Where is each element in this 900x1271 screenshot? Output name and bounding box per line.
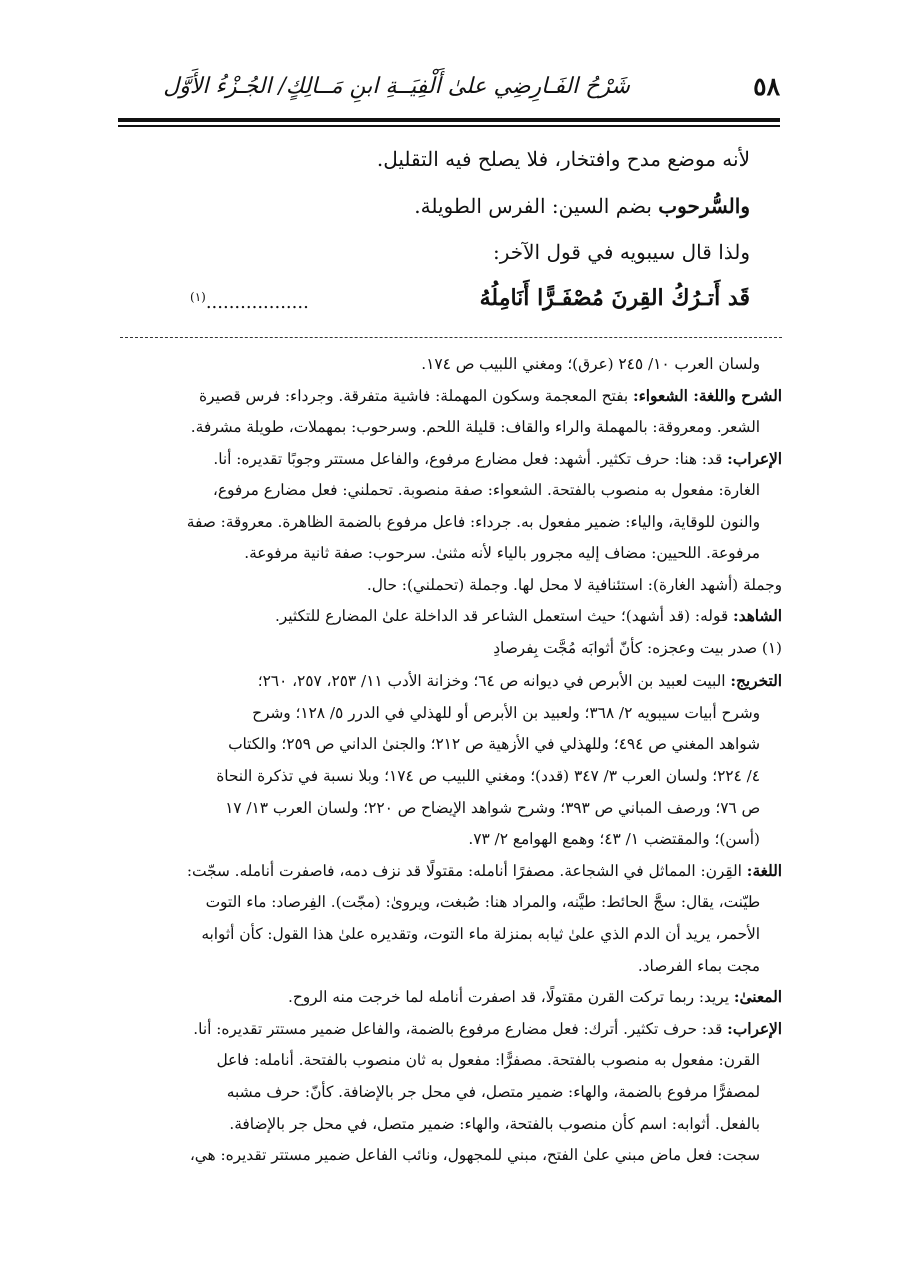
footnote-line: وشرح أبيات سيبويه ٢/ ٣٦٨؛ ولعبيد بن الأبرص أو للهذلي في الدرر ٥/ ١٢٨؛ وشرح — [252, 704, 760, 722]
label-mana: المعنىٰ: — [733, 988, 782, 1006]
main-line-2-rest: بضم السين: الفرس الطويلة. — [414, 194, 659, 218]
verse-dots — [190, 290, 309, 313]
label-takhrij: التخريج: — [730, 672, 782, 690]
footnote-text: قد: حرف تكثير. أترك: فعل مضارع مرفوع بالضمة، والفاعل ضمير مستتر تقديره: أنا. — [193, 1020, 728, 1038]
footnote-line: شواهد المغني ص ٤٩٤؛ وللهذلي في الأزهية ص ٢١٢؛ والجنىٰ الداني ص ٢٥٩؛ والكتاب — [228, 735, 760, 753]
footnote-line: وجملة (أشهد الغارة): استئنافية لا محل لها. وجملة (تحملني): حال. — [366, 576, 782, 594]
footnote-text: قوله: (قد أشهد)؛ حيث استعمل الشاعر قد الداخلة علىٰ المضارع للتكثير. — [274, 607, 734, 625]
footnote-line: الشعر. ومعروقة: بالمهملة والراء والقاف: قليلة اللحم. وسرحوب: بمهملات، طويلة مشرفة. — [190, 418, 760, 436]
footnote-line: سجت: فعل ماض مبني علىٰ الفتح، مبني للمجهول، ونائب الفاعل ضمير مستتر تقديره: هي، — [189, 1146, 760, 1164]
footnote-text: البيت لعبيد بن الأبرص في ديوانه ص ٦٤؛ وخزانة الأدب ١١/ ٢٥٣، ٢٥٧، ٢٦٠؛ — [257, 672, 731, 690]
verse-line: قَد أَتـرُكُ القِرنَ مُصْفَـرًّا أَنَامِلُهُ — [479, 285, 750, 311]
footnote-marker: (١) — [190, 290, 206, 304]
footnote-line: القرن: مفعول به منصوب بالفتحة. مصفرًّا: مفعول به ثان منصوب بالفتحة. أنامله: فاعل — [216, 1051, 760, 1069]
footnote-text: بفتح المعجمة وسكون المهملة: فاشية متفرقة. وجرداء: فرس قصيرة — [199, 387, 633, 405]
main-line-3: ولذا قال سيبويه في قول الآخر: — [493, 240, 750, 264]
footnote-line — [199, 387, 782, 405]
footnote-line: ٤/ ٢٢٤؛ ولسان العرب ٣/ ٣٤٧ (قدد)؛ ومغني اللبيب ص ١٧٤؛ وبلا نسبة في تذكرة النحاة — [216, 767, 760, 785]
footnote-line: مرفوعة. اللحيين: مضاف إليه مجرور بالياء لأنه مثنىٰ. سرحوب: صفة ثانية مرفوعة. — [244, 544, 760, 562]
footnote-line: (أسن)؛ والمقتضب ١/ ٤٣؛ وهمع الهوامع ٢/ ٧٣. — [468, 830, 760, 848]
header-rule — [118, 118, 780, 122]
footnote-line — [193, 1020, 782, 1038]
page-number: ٥٨ — [753, 72, 780, 101]
label-irab-2: الإعراب: — [727, 1020, 782, 1038]
running-header — [118, 70, 780, 110]
term-sorhoob: والسُّرحوب — [658, 194, 750, 218]
main-line-1: لأنه موضع مدح وافتخار، فلا يصلح فيه التقليل. — [376, 147, 750, 171]
footnote-line: طيّنت، يقال: سجَّ الحائط: طيَّنه، والمراد هنا: صُبغت، ويروىٰ: (مجّت). الفِرصاد: ماء التوت — [205, 893, 760, 911]
footnote-line — [275, 607, 782, 625]
footnote-line — [258, 672, 782, 690]
footnote-text: القِرن: المماثل في الشجاعة. مصفرًا أنامله: مقتولًا قد نزف دمه، فاصفرت أنامله. سجّت: — [186, 862, 747, 880]
label-sharh: الشرح واللغة: الشعواء: — [632, 387, 782, 405]
footnote-line: لمصفرًّا مرفوع بالضمة، والهاء: ضمير متصل، في محل جر بالإضافة. كأنّ: حرف مشبه — [226, 1083, 760, 1101]
footnote-text: يريد: ربما تركت القرن مقتولًا، قد اصفرت أنامله لما خرجت منه الروح. — [287, 988, 734, 1006]
footnote-line: الأحمر، يريد أن الدم الذي علىٰ ثيابه بمنزلة ماء التوت، وتقديره علىٰ هذا القول: كأن أثوابه — [201, 925, 760, 943]
footnote-line — [187, 862, 782, 880]
main-line-2 — [414, 194, 750, 218]
verse-dots-text: .................. — [205, 292, 309, 313]
footnote-line: ص ٧٦؛ ورصف المباني ص ٣٩٣؛ وشرح شواهد الإيضاح ص ٢٢٠؛ ولسان العرب ١٣/ ١٧ — [225, 799, 760, 817]
footnote-line: والنون للوقاية، والياء: ضمير مفعول به. جرداء: فاعل مرفوع بالضمة الظاهرة. معروقة: صفة — [186, 513, 760, 531]
footnote-line: ولسان العرب ١٠/ ٢٤٥ (عرق)؛ ومغني اللبيب ص ١٧٤. — [421, 355, 760, 373]
label-shahid: الشاهد: — [733, 607, 782, 625]
footnote-line: مجت بماء الفرصاد. — [637, 957, 760, 975]
footnote-separator — [120, 337, 782, 338]
footnote-line — [288, 988, 782, 1006]
header-rule-thin — [118, 125, 780, 127]
header-title: شَرْحُ الفَـارِضِي علىٰ أَلْفِيَــةِ ابنِ مَــالِكٍ/ الجُـزْءُ الأَوَّل — [163, 74, 630, 99]
footnote-line: بالفعل. أثوابه: اسم كأن منصوب بالفتحة، والهاء: ضمير متصل، في محل جر بالإضافة. — [229, 1115, 760, 1133]
footnote-line: الغارة: مفعول به منصوب بالفتحة. الشعواء: صفة منصوبة. تحملني: فعل مضارع مرفوع، — [212, 481, 760, 499]
footnote-text: قد: هنا: حرف تكثير. أشهد: فعل مضارع مرفوع، والفاعل مستتر وجوبًا تقديره: أنا. — [213, 450, 728, 468]
footnote-1-title: (١) صدر بيت وعجزه: كأنّ أثوابَه مُجَّت بِفرصادِ — [493, 639, 782, 657]
label-lugha: اللغة: — [746, 862, 782, 880]
label-irab: الإعراب: — [727, 450, 782, 468]
footnote-line — [213, 450, 782, 468]
